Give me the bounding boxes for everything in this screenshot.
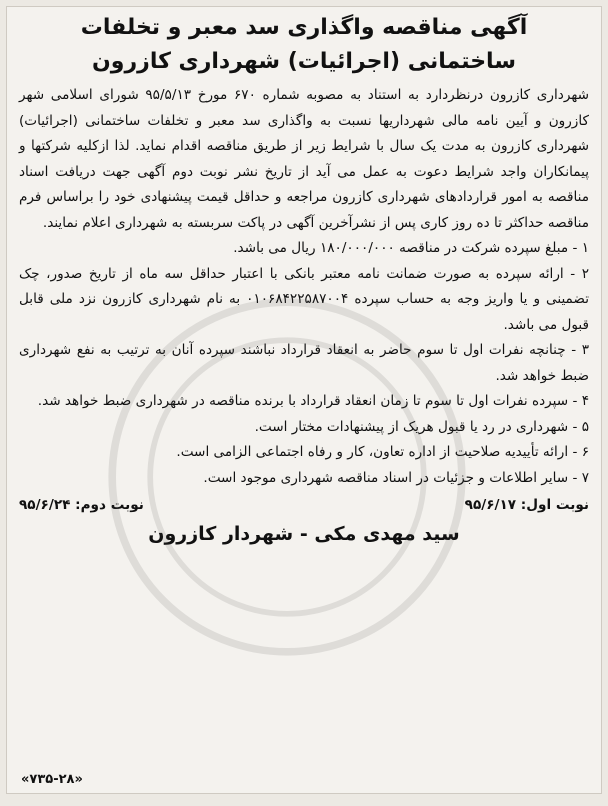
signature: سید مهدی مکی - شهردار کازرون [148, 523, 460, 545]
condition-item: ۳ - چنانچه نفرات اول تا سوم حاضر به انعقاد قرارداد نباشند سپرده آنان به ترتیب به نفع شهرداری ضبط خواهد شد. [19, 342, 589, 384]
condition-item: ۴ - سپرده نفرات اول تا سوم تا زمان انعقاد قرارداد با برنده مناقصه در شهرداری ضبط خواهد شد. [37, 393, 589, 409]
newspaper-ad [6, 6, 602, 794]
title-line-2: ساختمانی (اجرائیات) شهرداری کازرون [92, 49, 516, 74]
condition-item: ۶ - ارائه تأییدیه صلاحیت از اداره تعاون، کار و رفاه اجتماعی الزامی است. [176, 444, 589, 460]
conditions-list [19, 236, 589, 491]
second-notice-date: نوبت دوم: ۹۵/۶/۲۴ [19, 497, 144, 513]
ad-code: «۷۳۵-۲۸» [21, 772, 83, 787]
intro-paragraph: شهرداری کازرون درنظردارد به استناد به مصوبه شماره ۶۷۰ مورخ ۹۵/۵/۱۳ شورای اسلامی شهر کازرون و آیین نامه مالی شهرداریها نسبت به واگذاری سد معبر و تخلفات ساختمانی (اجرائیات) شهرداری کازرون به مدت یک سال با شرایط زیر از طریق مناقصه اقدام نماید. لذا ازکلیه شرکتها و پیمانکاران واجد شرایط دعوت به عمل می آید از تاریخ نشر نوبت دوم آگهی جهت دریافت اسناد مناقصه به امور قراردادهای شهرداری کازرون مراجعه و حداقل قیمت پیشنهادی خود را براساس فرم مناقصه حداکثر تا ده روز کاری پس از نشرآخرین آگهی در پاکت سربسته به شهرداری اعلام نمایند. [19, 87, 589, 231]
ad-title [19, 11, 589, 79]
condition-item: ۷ - سایر اطلاعات و جزئیات در اسناد مناقصه شهرداری موجود است. [203, 469, 589, 486]
condition-item: ۲ - ارائه سپرده به صورت ضمانت نامه معتبر بانکی با اعتبار حداقل سه ماه از تاریخ صدور، چک تضمینی و یا واریز وجه به حساب سپرده ۰۱۰۶۸۴۲۲۵۸۷۰۰۴ به نام شهرداری کازرون نزد ملی قابل قبول می باشد. [19, 265, 589, 333]
notice-dates [19, 493, 589, 517]
condition-item: ۵ - شهرداری در رد یا قبول هریک از پیشنهادات مختار است. [254, 418, 589, 435]
condition-item: ۱ - مبلغ سپرده شرکت در مناقصه ۱۸۰/۰۰۰/۰۰۰ ریال می باشد. [233, 240, 589, 256]
first-notice-date: نوبت اول: ۹۵/۶/۱۷ [464, 497, 589, 513]
title-line-1: آگهی مناقصه واگذاری سد معبر و تخلفات [80, 15, 528, 40]
